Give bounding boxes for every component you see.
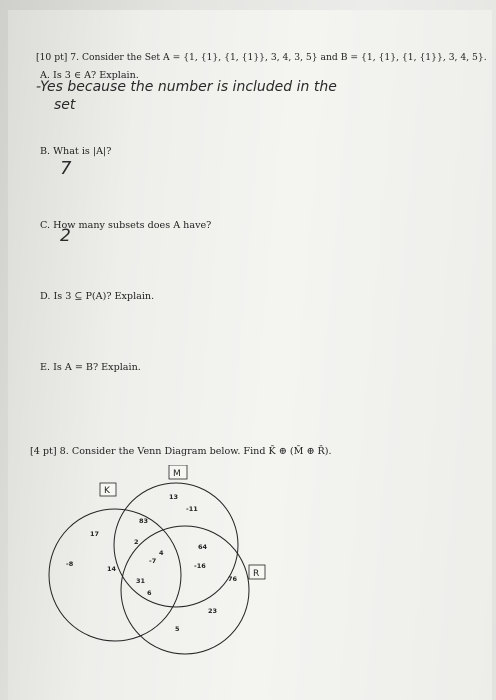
question-7-header: [10 pt] 7. Consider the Set A = {1, {1}, {1, {1}}, 3, 4, 3, 5} and B = {1, {1}, {1, {1}}, 3, 4, 5}. xyxy=(36,52,487,63)
value-r-only: 76 xyxy=(228,575,238,583)
answer-7a-line1: -Yes because the number is included in the xyxy=(36,79,337,95)
set-k-circle xyxy=(49,509,181,641)
set-k-label: K xyxy=(104,486,110,496)
answer-7c: 2 xyxy=(60,226,71,246)
value-outside: -8 xyxy=(66,560,74,568)
set-m-circle xyxy=(114,483,238,607)
value-center-1: 4 xyxy=(159,549,164,557)
answer-7b: 7 xyxy=(60,158,72,179)
set-r-circle xyxy=(121,526,249,654)
value-bottom: 5 xyxy=(175,625,180,633)
value-m-r-2: -16 xyxy=(194,562,206,570)
question-7b-label: B. What is |A|? xyxy=(40,146,112,157)
set-r-label: R xyxy=(253,569,260,579)
answer-7a-line2: set xyxy=(54,97,76,113)
venn-diagram xyxy=(40,465,280,675)
value-m-r-1: 64 xyxy=(198,543,208,551)
question-8-header: [4 pt] 8. Consider the Venn Diagram below. Find K̄ ⊕ (M̄ ⊕ R̄). xyxy=(30,446,332,457)
value-k-only: 17 xyxy=(90,530,100,538)
value-m-only-1: 13 xyxy=(169,493,179,501)
question-7c-label: C. How many subsets does A have? xyxy=(40,220,212,231)
value-kmr-1: 2 xyxy=(134,538,139,546)
question-7e-label: E. Is A = B? Explain. xyxy=(40,362,141,373)
value-k-m: 83 xyxy=(139,517,149,525)
value-k-r-3: 6 xyxy=(147,589,152,597)
value-k-r-2: 31 xyxy=(136,577,146,585)
question-7d-label: D. Is 3 ⊆ P(A)? Explain. xyxy=(40,291,155,302)
set-m-label: M xyxy=(173,469,181,479)
question-7a-label: A. Is 3 ∈ A? Explain. xyxy=(40,70,139,81)
value-k-r-1: 14 xyxy=(107,565,117,573)
value-m-only-2: -11 xyxy=(186,505,198,513)
value-center-2: -7 xyxy=(149,557,157,565)
value-r-low: 23 xyxy=(208,607,218,615)
